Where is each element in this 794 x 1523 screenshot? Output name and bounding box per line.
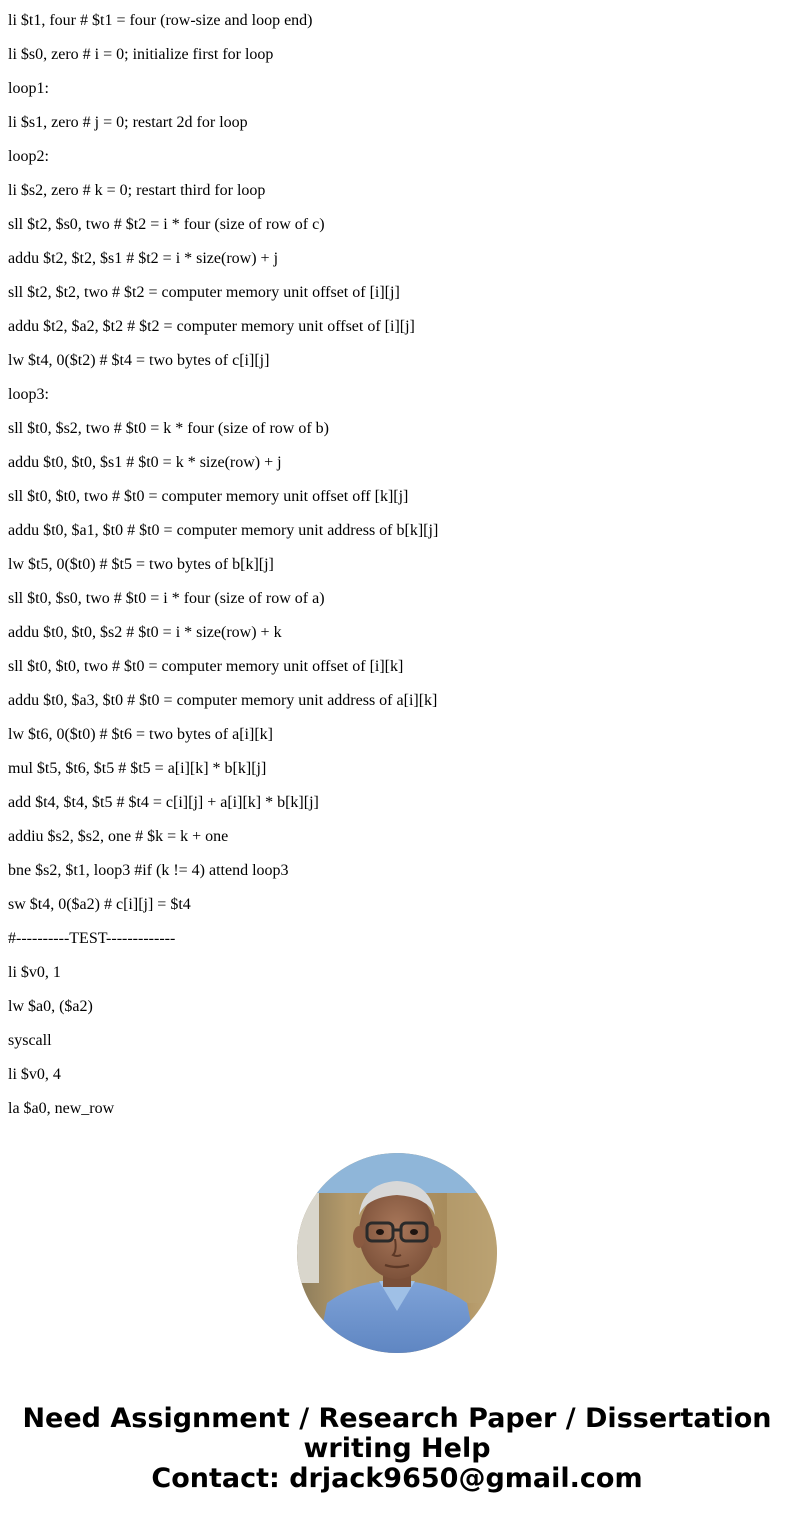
code-line: li $t1, four # $t1 = four (row-size and loop end) [8, 12, 313, 29]
code-line: addu $t0, $a1, $t0 # $t0 = computer memory unit address of b[k][j] [8, 522, 439, 539]
code-line: sll $t0, $s0, two # $t0 = i * four (size of row of a) [8, 590, 325, 607]
code-line: lw $t5, 0($t0) # $t5 = two bytes of b[k][j] [8, 556, 274, 573]
cta-contact-line: Contact: drjack9650@gmail.com [151, 1463, 643, 1494]
code-line: li $s0, zero # i = 0; initialize first for loop [8, 46, 274, 63]
code-line: bne $s2, $t1, loop3 #if (k != 4) attend loop3 [8, 862, 289, 879]
code-line: la $a0, new_row [8, 1100, 115, 1117]
code-line: sll $t2, $t2, two # $t2 = computer memory unit offset of [i][j] [8, 284, 400, 301]
code-line: lw $t4, 0($t2) # $t4 = two bytes of c[i][j] [8, 352, 270, 369]
code-line: sw $t4, 0($a2) # c[i][j] = $t4 [8, 896, 191, 913]
code-line: loop1: [8, 80, 49, 97]
code-line: addu $t2, $a2, $t2 # $t2 = computer memory unit offset of [i][j] [8, 318, 415, 335]
code-line: addu $t0, $t0, $s2 # $t0 = i * size(row) + k [8, 624, 282, 641]
cta-line-2: writing Help [303, 1433, 491, 1464]
code-line: addu $t2, $t2, $s1 # $t2 = i * size(row) + j [8, 250, 279, 267]
code-listing [8, 12, 438, 1134]
code-line: sll $t0, $t0, two # $t0 = computer memory unit offset of [i][k] [8, 658, 404, 675]
author-photo-icon [297, 1153, 497, 1353]
code-line: sll $t0, $t0, two # $t0 = computer memory unit offset off [k][j] [8, 488, 409, 505]
code-line: loop3: [8, 386, 49, 403]
code-line: li $v0, 4 [8, 1066, 61, 1083]
code-line: addu $t0, $t0, $s1 # $t0 = k * size(row) + j [8, 454, 282, 471]
code-line: syscall [8, 1032, 52, 1049]
code-line: sll $t2, $s0, two # $t2 = i * four (size of row of c) [8, 216, 325, 233]
code-line: loop2: [8, 148, 49, 165]
author-photo [297, 1153, 497, 1353]
code-line: li $s2, zero # k = 0; restart third for loop [8, 182, 266, 199]
code-line: addiu $s2, $s2, one # $k = k + one [8, 828, 229, 845]
code-line: lw $a0, ($a2) [8, 998, 93, 1015]
code-line: addu $t0, $a3, $t0 # $t0 = computer memory unit address of a[i][k] [8, 692, 438, 709]
code-line: #----------TEST------------- [8, 930, 176, 947]
code-line: add $t4, $t4, $t5 # $t4 = c[i][j] + a[i][k] * b[k][j] [8, 794, 319, 811]
cta-line-1: Need Assignment / Research Paper / Dissertation [22, 1403, 772, 1434]
code-line: lw $t6, 0($t0) # $t6 = two bytes of a[i][k] [8, 726, 273, 743]
code-line: li $s1, zero # j = 0; restart 2d for loop [8, 114, 248, 131]
code-line: li $v0, 1 [8, 964, 61, 981]
code-line: mul $t5, $t6, $t5 # $t5 = a[i][k] * b[k][j] [8, 760, 267, 777]
assignment-help-banner [0, 1404, 794, 1494]
code-line: sll $t0, $s2, two # $t0 = k * four (size of row of b) [8, 420, 329, 437]
